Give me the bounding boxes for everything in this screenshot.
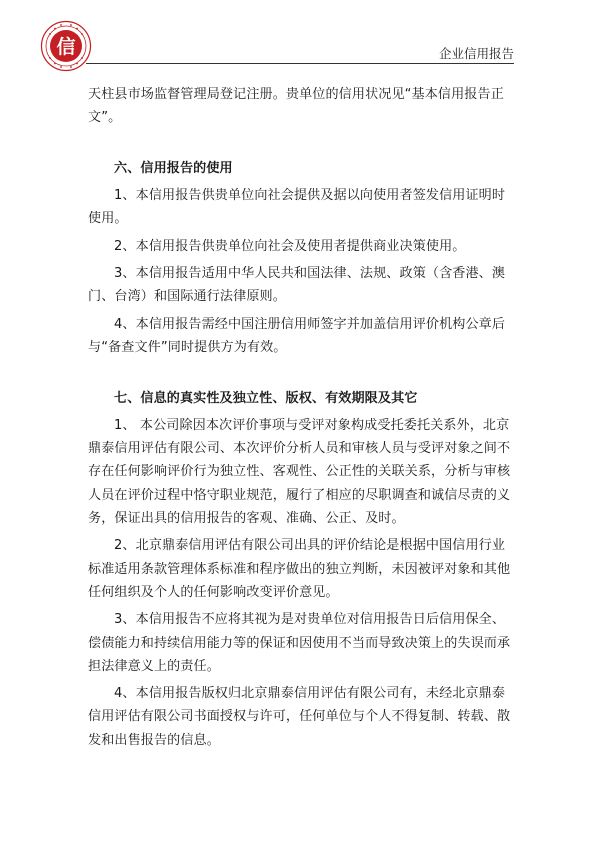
logo-glyph: 信 <box>56 36 76 58</box>
section-7-item-1: 1、 本公司除因本次评价事项与受评对象构成受托委托关系外，北京鼎泰信用评估有限公司、本次评价分析人员和审核人员与受评对象之间不存在任何影响评价行为独立性、客观性、公正性的关联关系，分析与审核人员在评价过程中恪守职业规范，履行了相应的尽职调查和诚信尽责的义务，保证出具的信用报告的客观、准确、公正、及时。 <box>88 417 511 527</box>
section-6-item-3: 3、本信用报告适用中华人民共和国法律、法规、政策（含香港、澳门、台湾）和国际通行法律原则。 <box>88 266 506 305</box>
spacer <box>88 130 514 153</box>
section-7-item-4: 4、本信用报告版权归北京鼎泰信用评估有限公司有，未经北京鼎泰信用评估有限公司书面授权与许可，任何单位与个人不得复制、转载、散发和出售报告的信息。 <box>88 686 511 748</box>
section-6-item-2: 2、本信用报告供贵单位向社会及使用者提供商业决策使用。 <box>114 238 466 254</box>
company-logo-icon <box>40 20 92 72</box>
section-6-heading: 六、信用报告的使用 <box>114 160 233 176</box>
section-6-item-4: 4、本信用报告需经中国注册信用师签字并加盖信用评价机构公章后与“备查文件”同时提供方为有效。 <box>88 316 506 355</box>
section-7-heading: 七、信息的真实性及独立性、版权、有效期限及其它 <box>114 390 418 406</box>
section-6-item-1: 1、本信用报告供贵单位向社会提供及据以向使用者签发信用证明时使用。 <box>88 188 506 227</box>
header-divider <box>86 63 514 64</box>
section-7-item-3: 3、本信用报告不应将其视为是对贵单位对信用报告日后信用保全、偿债能力和持续信用能力等的保证和因使用不当而导致决策上的失误而承担法律意义上的责任。 <box>88 612 511 674</box>
section-7-item-2: 2、北京鼎泰信用评估有限公司出具的评价结论是根据中国信用行业标准适用条款管理体系标准和程序做出的独立判断，未因被评对象和其他任何组织及个人的任何影响改变评价意见。 <box>88 538 511 600</box>
report-body <box>88 83 514 752</box>
header-title: 企业信用报告 <box>438 46 514 61</box>
spacer <box>88 359 514 382</box>
intro-paragraph: 天柱县市场监督管理局登记注册。贵单位的信用状况见“基本信用报告正文”。 <box>88 87 504 126</box>
